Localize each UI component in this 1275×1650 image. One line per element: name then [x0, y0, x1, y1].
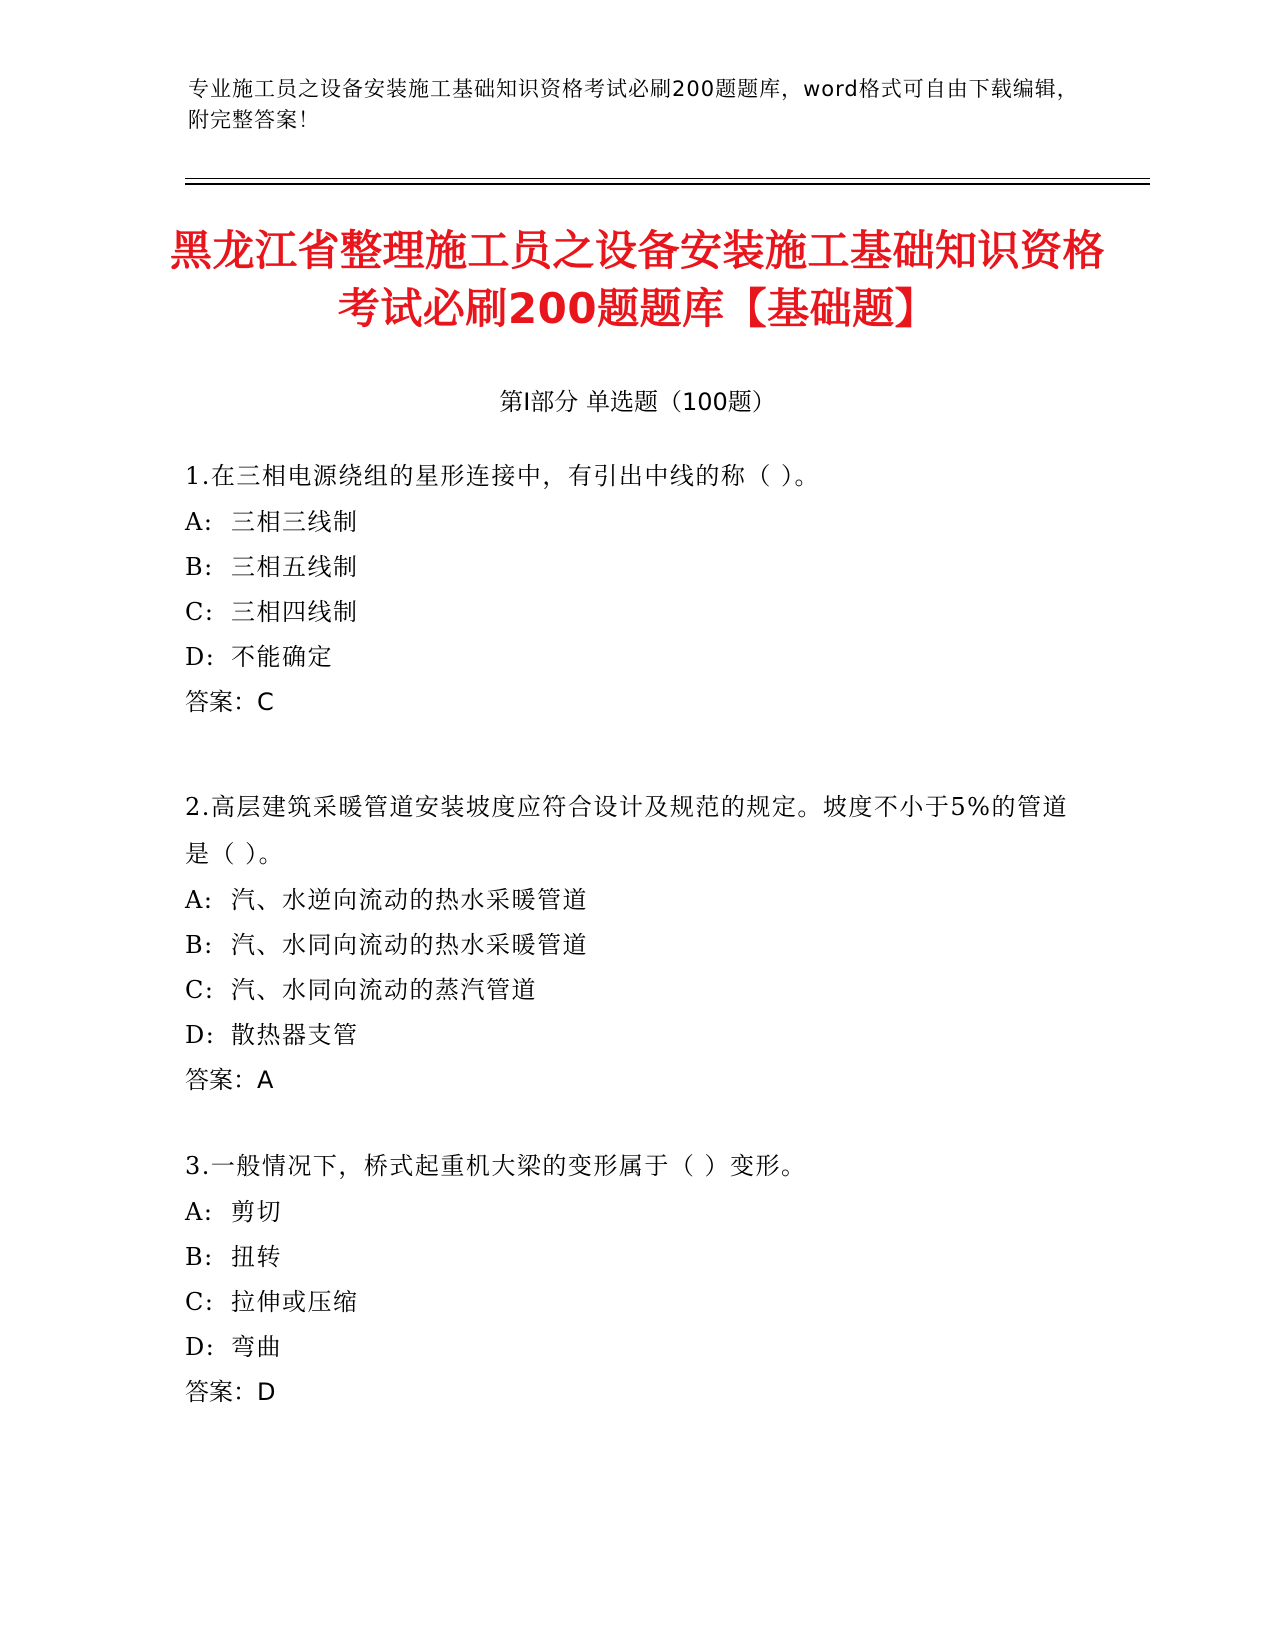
option-text: 汽、水同向流动的热水采暖管道 [231, 931, 588, 959]
option-text: 扭转 [231, 1243, 282, 1271]
option-a [185, 878, 1085, 923]
question-stem: 2.高层建筑采暖管道安装坡度应符合设计及规范的规定。坡度不小于5%的管道是（ ）。 [185, 793, 1068, 868]
question-stem: 1.在三相电源绕组的星形连接中，有引出中线的称（ ）。 [185, 462, 821, 490]
answer: 答案：A [185, 1066, 274, 1094]
section-heading: 第I部分 单选题（100题） [499, 388, 776, 416]
option-d [185, 635, 1085, 680]
option-text: 三相四线制 [231, 598, 359, 626]
option-b [185, 545, 1085, 590]
option-c [185, 1280, 1085, 1325]
answer: 答案：D [185, 1378, 276, 1406]
option-c [185, 590, 1085, 635]
question-2 [185, 784, 1085, 1103]
option-label: A: [185, 508, 214, 536]
option-label: D: [185, 1333, 216, 1361]
option-text: 汽、水逆向流动的热水采暖管道 [231, 886, 588, 914]
header-note: 专业施工员之设备安装施工基础知识资格考试必刷200题题库，word格式可自由下载编辑，附完整答案！ [188, 77, 1079, 132]
option-b [185, 1235, 1085, 1280]
option-label: B: [185, 1243, 214, 1271]
option-label: C: [185, 976, 215, 1004]
option-label: B: [185, 553, 214, 581]
option-label: C: [185, 1288, 215, 1316]
option-b [185, 923, 1085, 968]
option-d [185, 1325, 1085, 1370]
option-a [185, 500, 1085, 545]
option-text: 弯曲 [231, 1333, 282, 1361]
option-label: D: [185, 1021, 216, 1049]
option-a [185, 1190, 1085, 1235]
option-label: B: [185, 931, 214, 959]
option-text: 不能确定 [231, 643, 333, 671]
option-label: D: [185, 643, 216, 671]
option-text: 三相三线制 [231, 508, 359, 536]
option-d [185, 1013, 1085, 1058]
question-1 [185, 453, 1085, 725]
document-title: 黑龙江省整理施工员之设备安装施工基础知识资格考试必刷200题题库【基础题】 [169, 226, 1105, 333]
option-label: C: [185, 598, 215, 626]
question-3 [185, 1143, 1085, 1415]
option-label: A: [185, 886, 214, 914]
header-divider-thick [185, 183, 1150, 185]
header-divider-thin [185, 178, 1150, 179]
option-text: 拉伸或压缩 [231, 1288, 359, 1316]
option-text: 汽、水同向流动的蒸汽管道 [231, 976, 537, 1004]
option-label: A: [185, 1198, 214, 1226]
option-text: 剪切 [231, 1198, 282, 1226]
option-text: 三相五线制 [231, 553, 359, 581]
question-stem: 3.一般情况下，桥式起重机大梁的变形属于（ ）变形。 [185, 1152, 807, 1180]
option-text: 散热器支管 [231, 1021, 359, 1049]
option-c [185, 968, 1085, 1013]
answer: 答案：C [185, 688, 274, 716]
